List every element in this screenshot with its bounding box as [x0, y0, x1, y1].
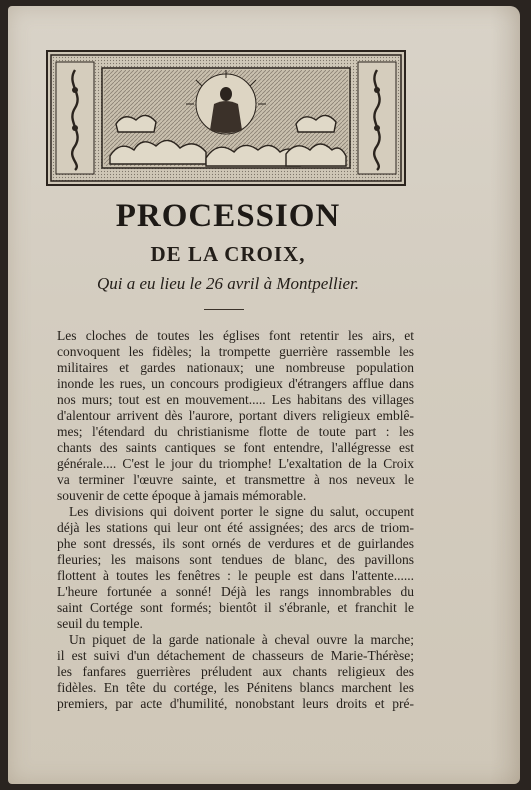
text-line: premiers, par acte d'humilité, nonobstant leurs droits et pré- — [57, 696, 414, 711]
text-line: souvenir de cette époque à jamais mémorable. — [57, 488, 307, 503]
text-line: Les cloches de toutes les églises font retentir les airs, et — [57, 328, 414, 343]
paper-page — [8, 6, 520, 784]
text-line: mes; l'étendard du christianisme flotte de toute part : les — [57, 424, 414, 439]
divider-rule — [204, 309, 244, 310]
text-line: seuil du temple. — [57, 616, 143, 631]
text-line: déjà les stations qui leur ont été assignées; des arcs de triom- — [57, 520, 414, 535]
central-scene — [102, 68, 350, 168]
text-line: Un piquet de la garde nationale à cheval ouvre la marche; — [69, 632, 414, 647]
left-ornament — [56, 62, 94, 174]
text-line: il est suivi d'un détachement de chasseurs de Marie-Thérèse; — [57, 648, 414, 663]
text-line: flottent à toutes les fenêtres : le peuple est dans l'attente...... — [57, 568, 414, 583]
dateline: Qui a eu lieu le 26 avril à Montpellier. — [96, 274, 360, 293]
text-line: militaires et gardes nationaux; une nombreuse population — [57, 360, 414, 375]
page-title: PROCESSION — [115, 198, 341, 234]
text-line: Les divisions qui doivent porter le signe du salut, occupent — [69, 504, 414, 519]
page-subtitle: DE LA CROIX, — [150, 242, 306, 266]
text-line: fleuries; les maisons sont tendues de blanc, des pavillons — [57, 552, 414, 567]
text-line: fidèles. En tête du cortége, les Pénitens blancs marchent les — [57, 680, 414, 695]
text-line: nos murs; tout est en mouvement..... Les habitans des villages — [57, 392, 414, 407]
text-line: L'heure fortunée a sonné! Déjà les rangs innombrables du — [57, 584, 414, 599]
text-line: convoquent les fidèles; la trompette guerrière rassemble les — [57, 344, 414, 359]
text-line: les fanfares guerrières préludent aux chants religieux des — [57, 664, 414, 679]
text-line: phe sont dressés, ils sont ornés de verdures et de guirlandes — [57, 536, 414, 551]
text-line: d'alentour arrivent dès l'aurore, portant divers religieux emblê- — [57, 408, 414, 423]
text-line: inonde les rues, un concours prodigieux d'étrangers afflue dans — [57, 376, 414, 391]
text-line: chants des saints cantiques se font entendre, l'allégresse est — [57, 440, 414, 455]
text-line: saint Cortége sont formés; bientôt il s'ébranle, et franchit le — [57, 600, 414, 615]
woodcut-header-illustration — [46, 50, 406, 186]
body-text — [57, 328, 414, 712]
text-line: générale.... C'est le jour du triomphe! L'exaltation de la Croix — [57, 456, 414, 471]
text-line: va terminer l'œuvre sainte, et transmettre à nos neveux le — [57, 472, 414, 487]
right-ornament — [358, 62, 396, 174]
